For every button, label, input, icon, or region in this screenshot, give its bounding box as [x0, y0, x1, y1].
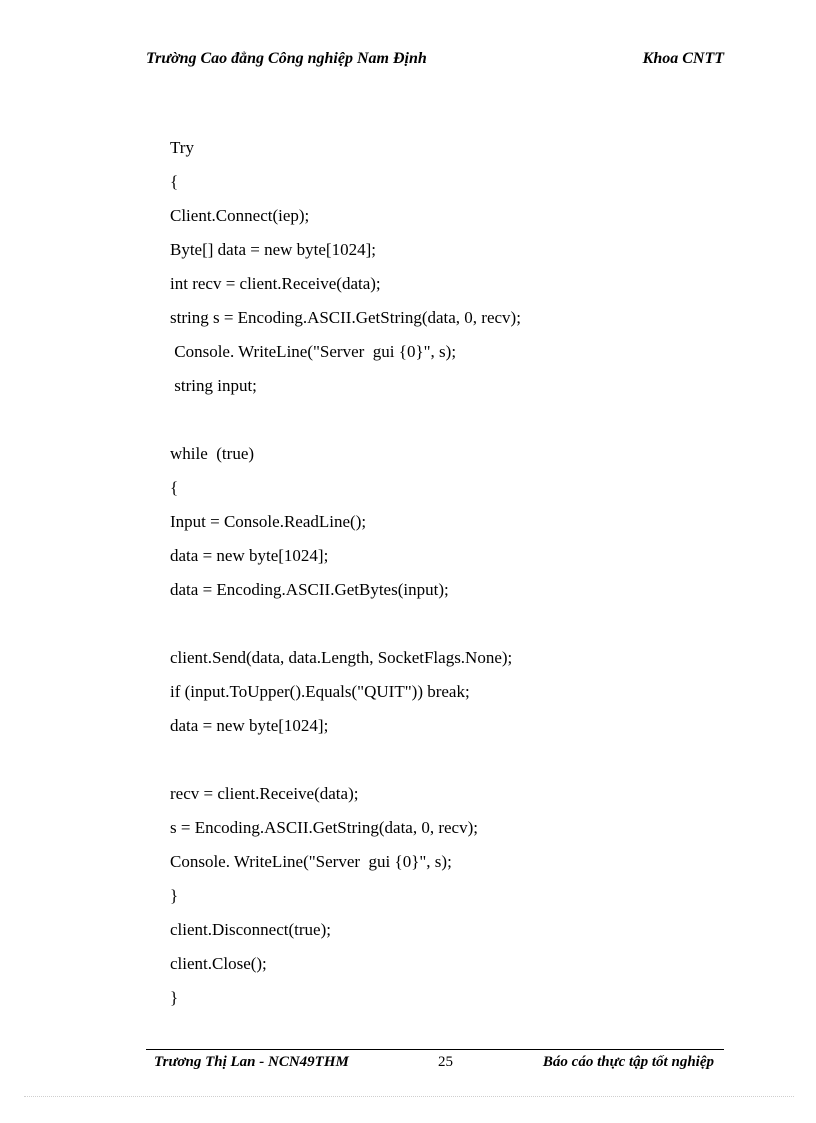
code-line: client.Disconnect(true); — [170, 920, 331, 939]
footer-divider — [146, 1049, 724, 1050]
page-footer — [146, 1054, 724, 1074]
page-header — [146, 50, 724, 74]
code-line: string input; — [170, 376, 257, 395]
code-line: { — [170, 478, 179, 497]
code-line: Try — [170, 138, 194, 157]
code-line: string s = Encoding.ASCII.GetString(data, 0, recv); — [170, 308, 521, 327]
code-line: Input = Console.ReadLine(); — [170, 512, 367, 531]
code-blank-line — [170, 748, 730, 782]
code-line: data = new byte[1024]; — [170, 546, 329, 565]
code-listing — [170, 136, 730, 1020]
code-line: recv = client.Receive(data); — [170, 784, 359, 803]
header-department: Khoa CNTT — [642, 50, 724, 67]
code-line: while (true) — [170, 444, 255, 463]
code-line: } — [170, 886, 179, 905]
code-line: int recv = client.Receive(data); — [170, 274, 381, 293]
code-line: s = Encoding.ASCII.GetString(data, 0, recv); — [170, 818, 478, 837]
code-line: data = new byte[1024]; — [170, 716, 329, 735]
code-line: } — [170, 988, 179, 1007]
header-school-name: Trường Cao đẳng Công nghiệp Nam Định — [146, 50, 427, 67]
code-blank-line — [170, 612, 730, 646]
code-line: client.Send(data, data.Length, SocketFlags.None); — [170, 648, 513, 667]
code-line: client.Close(); — [170, 954, 267, 973]
code-line: Console. WriteLine("Server gui {0}", s); — [170, 342, 457, 361]
code-line: Byte[] data = new byte[1024]; — [170, 240, 376, 259]
code-blank-line — [170, 408, 730, 442]
code-line: Client.Connect(iep); — [170, 206, 310, 225]
page-number: 25 — [438, 1054, 453, 1070]
code-line: { — [170, 172, 179, 191]
code-line: Console. WriteLine("Server gui {0}", s); — [170, 852, 452, 871]
footer-author: Trương Thị Lan - NCN49THM — [154, 1054, 349, 1070]
footer-report-title: Báo cáo thực tập tốt nghiệp — [542, 1054, 714, 1070]
code-line: data = Encoding.ASCII.GetBytes(input); — [170, 580, 449, 599]
page-bottom-dotted-border — [24, 1096, 794, 1097]
code-line: if (input.ToUpper().Equals("QUIT")) break; — [170, 682, 470, 701]
